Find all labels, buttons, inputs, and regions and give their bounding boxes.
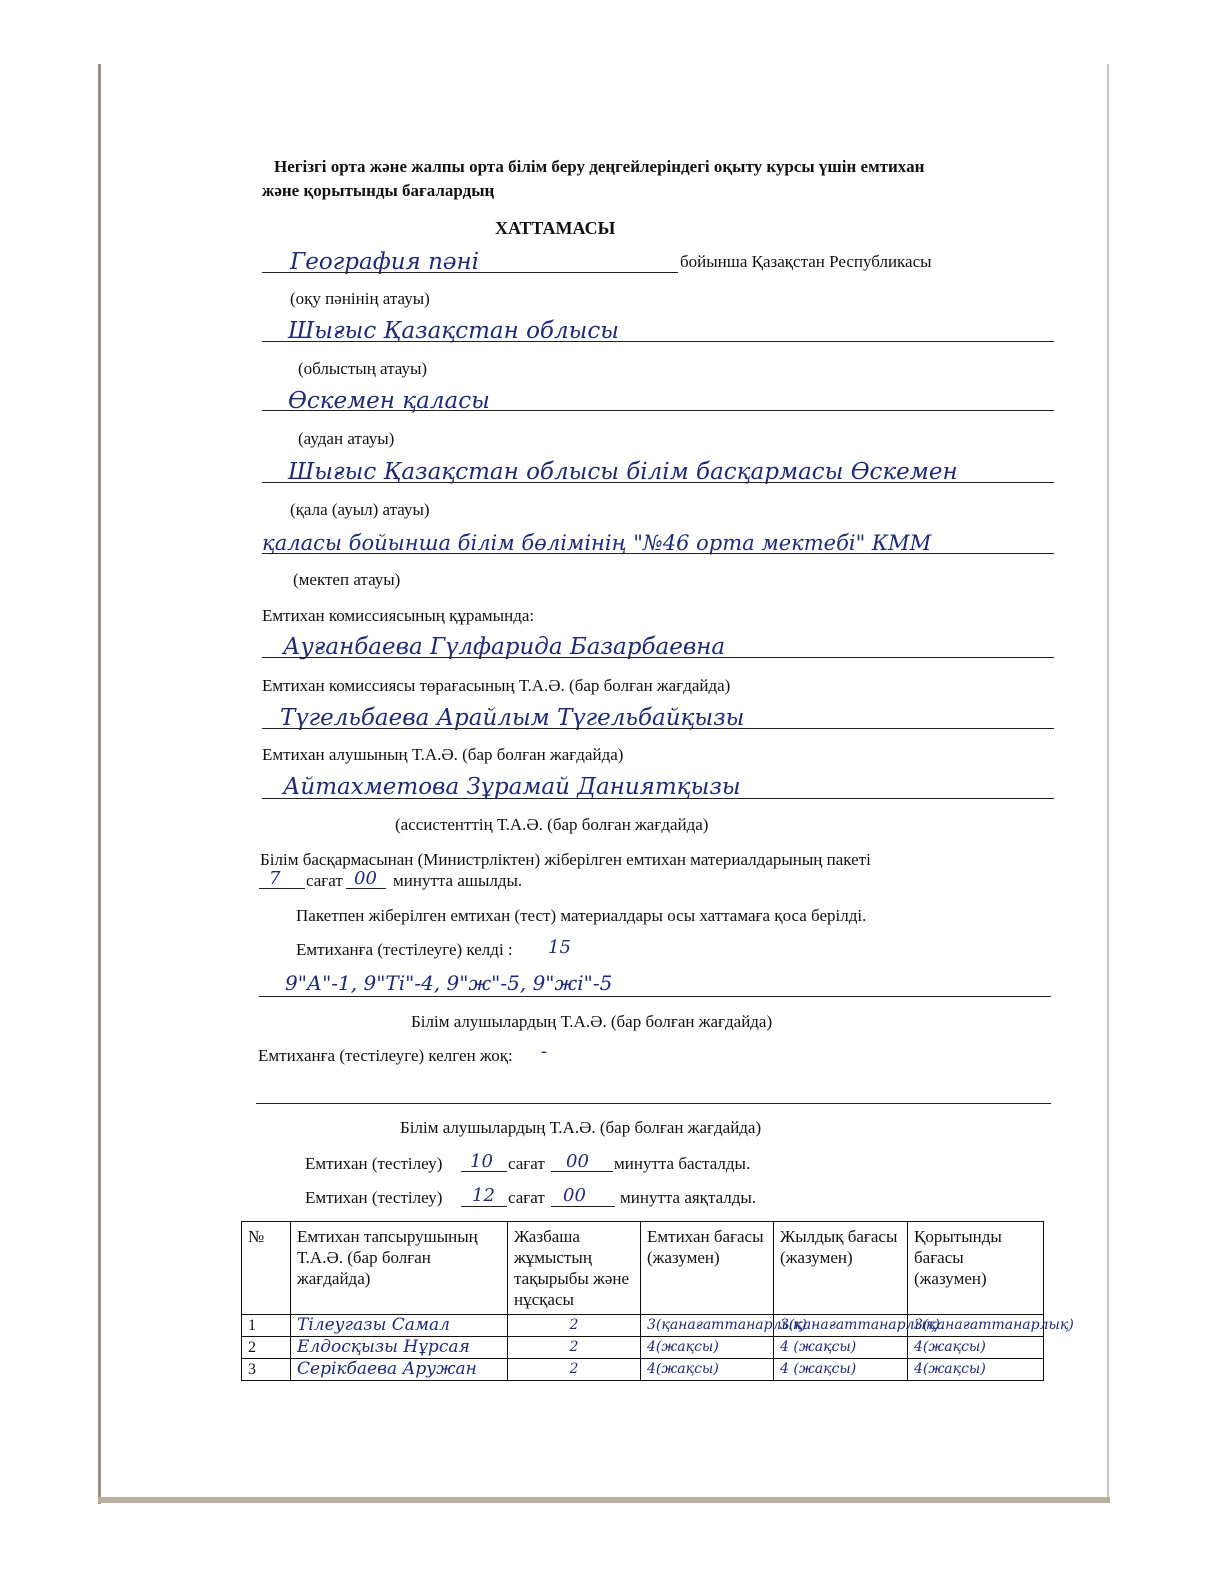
city-underline [262, 482, 1054, 483]
written-topic: 2 [508, 1315, 641, 1337]
examiner-value: Айтахметова Зұрамай Даниятқызы [283, 774, 741, 800]
start-minute: 00 [566, 1151, 589, 1172]
final-grade: 3(қанағаттанарлық) [908, 1315, 1044, 1337]
exam-grade: 4(жақсы) [641, 1337, 774, 1359]
row-number: 1 [242, 1315, 291, 1337]
came-underline [259, 996, 1051, 997]
commission-chair-label: Емтихан комиссиясы төрағасының Т.А.Ә. (бар болған жағдайда) [262, 676, 731, 695]
results-table [241, 1221, 1074, 1381]
header-annual-grade: Жылдық бағасы (жазумен) [774, 1222, 908, 1315]
student-name: Тілеугазы Самал [291, 1315, 508, 1337]
written-topic: 2 [508, 1337, 641, 1359]
start-hour-underline [461, 1171, 507, 1172]
school-caption: (мектеп атауы) [293, 570, 401, 589]
students-caption: Білім алушылардың Т.А.Ә. (бар болған жағдайда) [411, 1012, 773, 1031]
final-grade: 4(жақсы) [908, 1359, 1044, 1381]
package-hour-label: сағат [306, 871, 343, 890]
final-grade: 4(жақсы) [908, 1337, 1044, 1359]
start-hour-label: сағат [508, 1154, 545, 1173]
written-topic: 2 [508, 1359, 641, 1381]
page-edge-bottom [98, 1497, 1110, 1503]
end-prefix: Емтихан (тестілеу) [305, 1188, 443, 1207]
students-caption-2: Білім алушылардың Т.А.Ә. (бар болған жағдайда) [400, 1118, 762, 1137]
page-edge-left [98, 64, 101, 1504]
start-suffix: минутта басталды. [614, 1154, 751, 1173]
district-caption: (аудан атауы) [298, 429, 395, 448]
start-minute-underline [551, 1171, 613, 1172]
header-student-name: Емтихан тапсырушының Т.А.Ә. (бар болған жағдайда) [291, 1222, 508, 1315]
end-minute-underline [551, 1206, 615, 1207]
assistant-caption: (ассистенттің Т.А.Ә. (бар болған жағдайда) [395, 815, 709, 834]
exam-grade: 3(қанағаттанарлық) [641, 1315, 774, 1337]
page-edge-right [1107, 64, 1109, 1500]
absent-label: Емтиханға (тестілеуге) келген жоқ: [258, 1046, 513, 1065]
subject-suffix: бойынша Қазақстан Республикасы [680, 252, 932, 271]
district-underline [262, 410, 1054, 411]
header-number: № [242, 1222, 291, 1315]
row-number: 3 [242, 1359, 291, 1381]
annual-grade: 4 (жақсы) [774, 1337, 908, 1359]
table-row [242, 1337, 1044, 1359]
header-exam-grade: Емтихан бағасы (жазумен) [641, 1222, 774, 1315]
annual-grade: 4 (жақсы) [774, 1359, 908, 1381]
end-suffix: минутта аяқталды. [620, 1188, 757, 1207]
document-title-line2: және қорытынды бағалардың [262, 181, 495, 200]
start-prefix: Емтихан (тестілеу) [305, 1154, 443, 1173]
commission-label: Емтихан комиссиясының құрамында: [262, 606, 535, 625]
subject-caption: (оқу пәнінің атауы) [290, 289, 430, 308]
start-hour: 10 [470, 1151, 493, 1172]
subject-value: География пәні [290, 249, 480, 275]
commission-member-underline [262, 657, 1054, 658]
school-value: қаласы бойынша білім бөлімінің "№46 орта мектебі" КММ [262, 531, 932, 555]
table-header-row [242, 1222, 1044, 1315]
table-row [242, 1315, 1044, 1337]
absent-value: - [541, 1041, 548, 1062]
annual-grade: 3(қанағаттанарлық) [774, 1315, 908, 1337]
package-hour-underline [259, 888, 305, 889]
header-written-topic: Жазбаша жұмыстың тақырыбы және нұсқасы [508, 1222, 641, 1315]
subject-underline [262, 272, 678, 273]
exam-grade: 4(жақсы) [641, 1359, 774, 1381]
absent-underline [256, 1103, 1051, 1104]
end-hour-underline [461, 1206, 507, 1207]
city-value: Шығыс Қазақстан облысы білім басқармасы Өскемен [288, 459, 958, 485]
package-minute-underline [346, 888, 386, 889]
document-title-main: ХАТТАМАСЫ [495, 218, 616, 238]
package-hour-value: 7 [269, 868, 281, 889]
package-line: Білім басқармасынан (Министрліктен) жіберілген емтихан материалдарының пакеті [260, 850, 871, 869]
examiner-label: Емтихан алушының Т.А.Ә. (бар болған жағдайда) [262, 745, 624, 764]
examiner-underline [262, 798, 1054, 799]
row-number: 2 [242, 1337, 291, 1359]
region-value: Шығыс Қазақстан облысы [288, 318, 619, 344]
header-final-grade: Қорытынды бағасы (жазумен) [908, 1222, 1044, 1315]
commission-chair-value: Түгельбаева Арайлым Түгельбайқызы [280, 705, 745, 731]
region-underline [262, 341, 1054, 342]
end-minute: 00 [563, 1185, 586, 1206]
commission-chair-underline [262, 728, 1054, 729]
city-caption: (қала (ауыл) атауы) [290, 500, 430, 519]
came-detail: 9"А"-1, 9"Ті"-4, 9"ж"-5, 9"жі"-5 [285, 971, 613, 995]
package-attached-line: Пакетпен жіберілген емтихан (тест) материалдары осы хаттамаға қоса берілді. [296, 906, 867, 925]
school-underline [262, 553, 1054, 554]
came-count: 15 [548, 937, 571, 958]
package-minute-value: 00 [354, 868, 377, 889]
commission-member-value: Ауғанбаева Гүлфарида Базарбаевна [283, 634, 726, 660]
package-minute-label: минутта ашылды. [393, 871, 523, 890]
table-row [242, 1359, 1044, 1381]
student-name: Серікбаева Аружан [291, 1359, 508, 1381]
student-name: Елдосқызы Нұрсая [291, 1337, 508, 1359]
end-hour-label: сағат [508, 1188, 545, 1207]
document-title-line1: Негізгі орта және жалпы орта білім беру деңгейлеріндегі оқыту курсы үшін емтихан [274, 157, 925, 176]
district-value: Өскемен қаласы [288, 388, 490, 414]
end-hour: 12 [472, 1185, 495, 1206]
came-label: Емтиханға (тестілеуге) келді : [296, 940, 513, 959]
region-caption: (облыстың атауы) [298, 359, 428, 378]
